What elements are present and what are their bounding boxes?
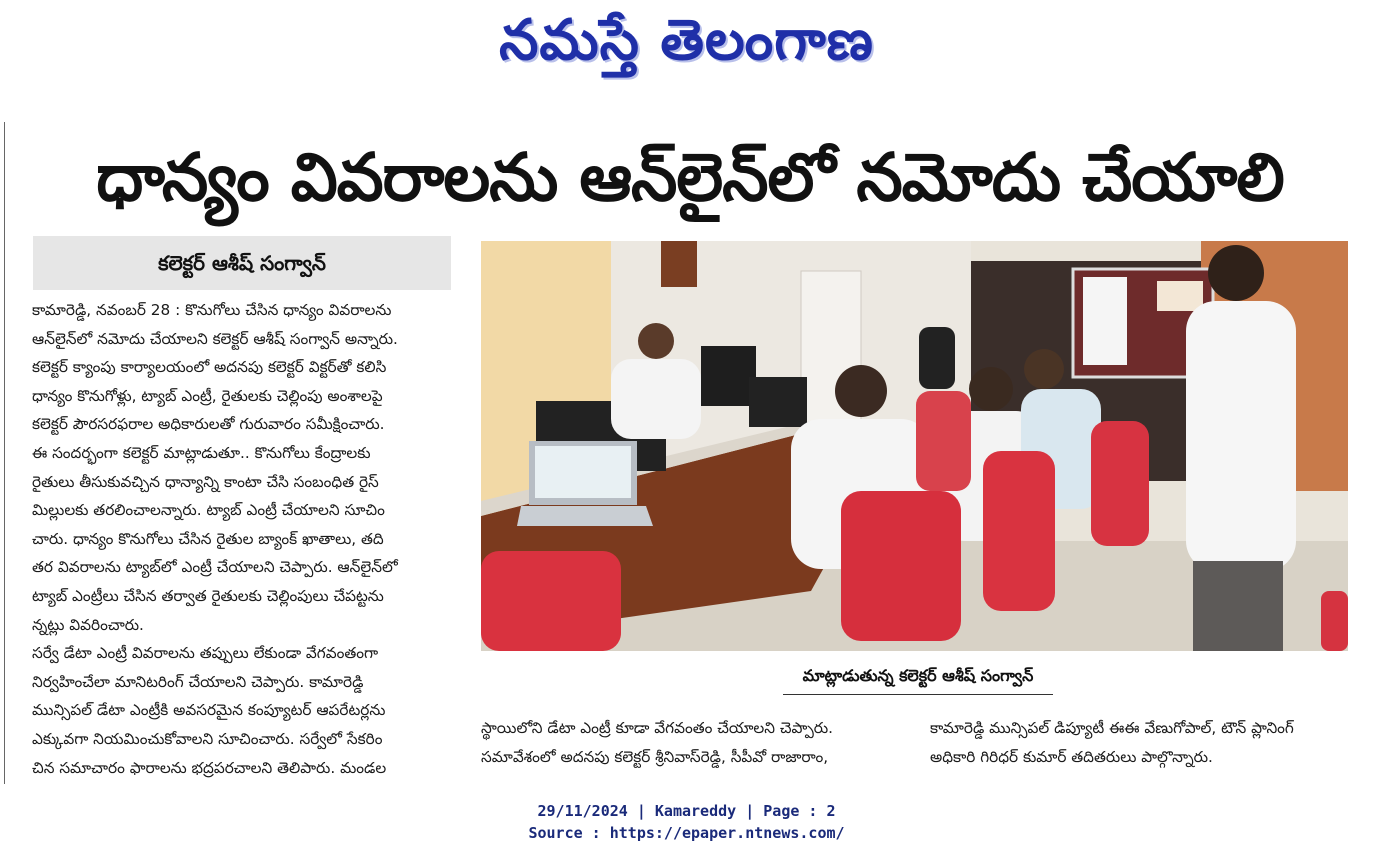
text-line: ఎక్కువగా నియమించుకోవాలని సూచించారు. సర్వేలో సేకరిం — [32, 729, 383, 748]
text-line: కలెక్టర్ పౌరసరఫరాల అధికారులతో గురువారం సమీక్షించారు. — [32, 415, 385, 434]
article-column-1 — [32, 296, 454, 782]
article-photo — [481, 241, 1348, 651]
text-line: ట్యాబ్ ఎంట్రీలు చేసిన తర్వాత రైతులకు చెల్లింపులు చేపట్టను — [32, 586, 384, 605]
text-line: నిర్వహించేలా మానిటరింగ్ చేయాలని చెప్పారు. కామారెడ్డి — [32, 672, 364, 691]
text-line: ధాన్యం కొనుగోళ్లు, ట్యాబ్ ఎంట్రీ, రైతులకు చెల్లింపు అంశాలపై — [32, 386, 383, 405]
text-line: సమావేశంలో అదనపు కలెక్టర్ శ్రీనివాస్‌రెడ్డి, సీపీవో రాజారాం, — [481, 747, 829, 766]
text-line: తర వివరాలను ట్యాబ్‌లో ఎంట్రీ చేయాలని చెప్పారు. ఆన్‌లైన్‌లో — [32, 558, 398, 577]
column-rule — [4, 122, 5, 784]
text-line: ఈ సందర్భంగా కలెక్టర్ మాట్లాడుతూ.. కొనుగోలు కేంద్రాలకు — [32, 443, 371, 462]
text-line: మున్సిపల్ డేటా ఎంట్రీకి అవసరమైన కంప్యూటర్ ఆపరేటర్లను — [32, 701, 386, 720]
article-column-3 — [930, 714, 1350, 771]
footer-source-link[interactable]: Source : https://epaper.ntnews.com/ — [528, 824, 845, 842]
text-line: రైతులు తీసుకువచ్చిన ధాన్యాన్ని కాంటా చేసి సంబంధిత రైస్ — [32, 472, 379, 491]
meeting-photo-illustration — [481, 241, 1348, 651]
article-headline: ధాన్యం వివరాలను ఆన్‌లైన్‌లో నమోదు చేయాలి — [96, 139, 1284, 216]
article-column-2 — [481, 714, 901, 771]
text-line: ఆన్‌లైన్‌లో నమోదు చేయాలని కలెక్టర్ ఆశీష్ సంగ్వాన్ అన్నారు. — [32, 329, 398, 348]
page-footer — [0, 800, 1373, 844]
article-byline: కలెక్టర్ ఆశీష్ సంగ్వాన్ — [33, 236, 451, 290]
newspaper-masthead: నమస్తే తెలంగాణ — [499, 7, 874, 73]
text-line: అధికారి గిరిధర్ కుమార్ తదితరులు పాల్గొన్నారు. — [930, 747, 1213, 766]
text-line: స్థాయిలోని డేటా ఎంట్రీ కూడా వేగవంతం చేయాలని చెప్పారు. — [481, 719, 834, 737]
photo-caption: మాట్లాడుతున్న కలెక్టర్ ఆశీష్ సంగ్వాన్ — [783, 658, 1053, 695]
text-line: కామారెడ్డి మున్సిపల్ డిప్యూటీ ఈఈ వేణుగోపాల్, టౌన్ ప్లానింగ్ — [930, 719, 1294, 737]
text-line: సర్వే డేటా ఎంట్రీ వివరాలను తప్పులు లేకుండా వేగవంతంగా — [32, 644, 379, 663]
text-line: చిన సమాచారం ఫారాలను భద్రపరచాలని తెలిపారు. మండల — [32, 758, 387, 777]
text-line: చారు. ధాన్యం కొనుగోలు చేసిన రైతుల బ్యాంక్ ఖాతాలు, తది — [32, 529, 384, 548]
footer-date-page: 29/11/2024 | Kamareddy | Page : 2 — [537, 802, 836, 820]
text-line: న్నట్లు వివరించారు. — [32, 615, 144, 634]
text-line: మిల్లులకు తరలించాలన్నారు. ట్యాబ్ ఎంట్రీ చేయాలని సూచిం — [32, 501, 385, 520]
text-line: కలెక్టర్ క్యాంపు కార్యాలయంలో అదనపు కలెక్టర్ విక్టర్‌తో కలిసి — [32, 358, 387, 377]
text-line: కామారెడ్డి, నవంబర్ 28 : కొనుగోలు చేసిన ధాన్యం వివరాలను — [32, 301, 392, 319]
